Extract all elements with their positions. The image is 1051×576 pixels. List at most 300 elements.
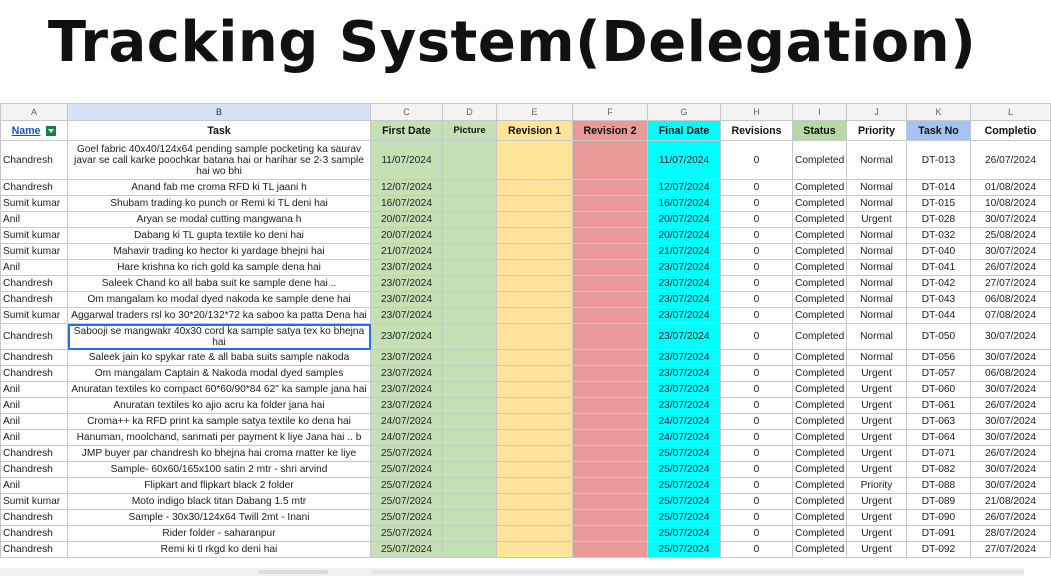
cell-name[interactable]: Anil [1, 260, 68, 276]
cell-picture[interactable] [443, 212, 497, 228]
cell-revision-1[interactable] [497, 260, 573, 276]
cell-name[interactable]: Chandresh [1, 350, 68, 366]
cell-revision-2[interactable] [573, 180, 648, 196]
cell-priority[interactable]: Normal [847, 324, 907, 350]
column-letter[interactable]: J [847, 104, 907, 121]
cell-completion[interactable]: 30/07/2024 [971, 430, 1051, 446]
cell-priority[interactable]: Priority [847, 478, 907, 494]
cell-status[interactable]: Completed [793, 510, 847, 526]
table-row[interactable] [1, 196, 1051, 212]
cell-first-date[interactable]: 24/07/2024 [371, 430, 443, 446]
cell-completion[interactable]: 30/07/2024 [971, 382, 1051, 398]
table-row[interactable] [1, 244, 1051, 260]
cell-task-no[interactable]: DT-028 [907, 212, 971, 228]
cell-revisions[interactable]: 0 [721, 398, 793, 414]
cell-completion[interactable]: 26/07/2024 [971, 141, 1051, 180]
cell-picture[interactable] [443, 324, 497, 350]
cell-revision-1[interactable] [497, 276, 573, 292]
cell-task[interactable]: Croma++ ka RFD print ka sample satya textile ko dena hai [68, 414, 371, 430]
cell-first-date[interactable]: 25/07/2024 [371, 446, 443, 462]
column-letter[interactable]: I [793, 104, 847, 121]
cell-name[interactable]: Chandresh [1, 526, 68, 542]
cell-picture[interactable] [443, 462, 497, 478]
cell-task-no[interactable]: DT-064 [907, 430, 971, 446]
cell-priority[interactable]: Normal [847, 196, 907, 212]
cell-priority[interactable]: Urgent [847, 494, 907, 510]
cell-final-date[interactable]: 11/07/2024 [648, 141, 721, 180]
cell-completion[interactable]: 30/07/2024 [971, 324, 1051, 350]
cell-revision-2[interactable] [573, 430, 648, 446]
cell-picture[interactable] [443, 430, 497, 446]
cell-task-no[interactable]: DT-063 [907, 414, 971, 430]
cell-revision-1[interactable] [497, 292, 573, 308]
cell-name[interactable]: Anil [1, 430, 68, 446]
cell-first-date[interactable]: 21/07/2024 [371, 244, 443, 260]
cell-priority[interactable]: Normal [847, 228, 907, 244]
cell-priority[interactable]: Urgent [847, 414, 907, 430]
cell-revisions[interactable]: 0 [721, 350, 793, 366]
cell-task-no[interactable]: DT-082 [907, 462, 971, 478]
table-row[interactable] [1, 446, 1051, 462]
table-row[interactable] [1, 414, 1051, 430]
cell-task[interactable]: Om mangalam ko modal dyed nakoda ke sample dene hai [68, 292, 371, 308]
cell-final-date[interactable]: 21/07/2024 [648, 244, 721, 260]
column-letter[interactable]: C [371, 104, 443, 121]
cell-priority[interactable]: Normal [847, 350, 907, 366]
cell-revision-2[interactable] [573, 308, 648, 324]
cell-name[interactable]: Chandresh [1, 510, 68, 526]
cell-task-no[interactable]: DT-088 [907, 478, 971, 494]
cell-revision-1[interactable] [497, 430, 573, 446]
cell-final-date[interactable]: 25/07/2024 [648, 494, 721, 510]
cell-status[interactable]: Completed [793, 212, 847, 228]
cell-picture[interactable] [443, 398, 497, 414]
cell-revision-2[interactable] [573, 260, 648, 276]
cell-priority[interactable]: Normal [847, 244, 907, 260]
cell-picture[interactable] [443, 542, 497, 558]
cell-revision-2[interactable] [573, 141, 648, 180]
cell-revision-2[interactable] [573, 244, 648, 260]
cell-revisions[interactable]: 0 [721, 244, 793, 260]
column-letter[interactable]: L [971, 104, 1051, 121]
header-completion[interactable]: Completio [971, 121, 1051, 141]
cell-revision-2[interactable] [573, 228, 648, 244]
cell-name[interactable]: Sumit kumar [1, 244, 68, 260]
cell-status[interactable]: Completed [793, 462, 847, 478]
cell-task-no[interactable]: DT-014 [907, 180, 971, 196]
cell-revision-2[interactable] [573, 494, 648, 510]
cell-revision-2[interactable] [573, 276, 648, 292]
cell-final-date[interactable]: 20/07/2024 [648, 228, 721, 244]
cell-name[interactable]: Chandresh [1, 292, 68, 308]
cell-revision-2[interactable] [573, 366, 648, 382]
cell-task[interactable]: JMP buyer par chandresh ko bhejna hai croma matter ke liye [68, 446, 371, 462]
table-row[interactable] [1, 276, 1051, 292]
cell-revision-1[interactable] [497, 212, 573, 228]
cell-first-date[interactable]: 23/07/2024 [371, 382, 443, 398]
cell-task[interactable]: Moto indigo black titan Dabang 1.5 mtr [68, 494, 371, 510]
cell-status[interactable]: Completed [793, 494, 847, 510]
cell-status[interactable]: Completed [793, 180, 847, 196]
cell-picture[interactable] [443, 228, 497, 244]
cell-revisions[interactable]: 0 [721, 430, 793, 446]
cell-task[interactable]: Sabooji se mangwakr 40x30 cord ka sample satya tex ko bhejna hai [68, 324, 371, 350]
cell-revision-2[interactable] [573, 510, 648, 526]
cell-task[interactable]: Anuratan textiles ko compact 60*60/90*84 62" ka sample jana hai [68, 382, 371, 398]
cell-task-no[interactable]: DT-057 [907, 366, 971, 382]
cell-status[interactable]: Completed [793, 292, 847, 308]
cell-picture[interactable] [443, 366, 497, 382]
cell-name[interactable]: Sumit kumar [1, 196, 68, 212]
cell-first-date[interactable]: 23/07/2024 [371, 276, 443, 292]
cell-name[interactable]: Anil [1, 398, 68, 414]
cell-revision-1[interactable] [497, 462, 573, 478]
cell-name[interactable]: Sumit kumar [1, 494, 68, 510]
cell-name[interactable]: Chandresh [1, 276, 68, 292]
cell-task-no[interactable]: DT-060 [907, 382, 971, 398]
cell-first-date[interactable]: 23/07/2024 [371, 398, 443, 414]
cell-revisions[interactable]: 0 [721, 308, 793, 324]
table-row[interactable] [1, 141, 1051, 180]
cell-completion[interactable]: 26/07/2024 [971, 510, 1051, 526]
cell-first-date[interactable]: 23/07/2024 [371, 260, 443, 276]
cell-first-date[interactable]: 23/07/2024 [371, 308, 443, 324]
table-row[interactable] [1, 350, 1051, 366]
cell-completion[interactable]: 10/08/2024 [971, 196, 1051, 212]
table-row[interactable] [1, 382, 1051, 398]
cell-status[interactable]: Completed [793, 446, 847, 462]
cell-task[interactable]: Aryan se modal cutting mangwana h [68, 212, 371, 228]
cell-completion[interactable]: 26/07/2024 [971, 398, 1051, 414]
scrollbar-thumb[interactable] [258, 570, 328, 574]
filter-icon[interactable] [46, 126, 56, 136]
header-revision-2[interactable]: Revision 2 [573, 121, 648, 141]
cell-task-no[interactable]: DT-071 [907, 446, 971, 462]
cell-picture[interactable] [443, 510, 497, 526]
cell-completion[interactable]: 06/08/2024 [971, 292, 1051, 308]
cell-completion[interactable]: 30/07/2024 [971, 414, 1051, 430]
cell-revision-1[interactable] [497, 494, 573, 510]
cell-name[interactable]: Chandresh [1, 141, 68, 180]
cell-picture[interactable] [443, 180, 497, 196]
cell-revisions[interactable]: 0 [721, 292, 793, 308]
cell-final-date[interactable]: 23/07/2024 [648, 276, 721, 292]
cell-task-no[interactable]: DT-044 [907, 308, 971, 324]
header-name[interactable] [1, 121, 68, 141]
horizontal-scrollbar[interactable] [0, 568, 1024, 576]
cell-revisions[interactable]: 0 [721, 141, 793, 180]
cell-task[interactable]: Flipkart and flipkart black 2 folder [68, 478, 371, 494]
cell-revision-2[interactable] [573, 292, 648, 308]
cell-revisions[interactable]: 0 [721, 510, 793, 526]
cell-task[interactable]: Dabang ki TL gupta textile ko deni hai [68, 228, 371, 244]
cell-first-date[interactable]: 23/07/2024 [371, 324, 443, 350]
cell-revisions[interactable]: 0 [721, 180, 793, 196]
cell-first-date[interactable]: 23/07/2024 [371, 350, 443, 366]
cell-name[interactable]: Anil [1, 414, 68, 430]
header-priority[interactable]: Priority [847, 121, 907, 141]
cell-status[interactable]: Completed [793, 350, 847, 366]
table-row[interactable] [1, 510, 1051, 526]
column-letter[interactable]: A [1, 104, 68, 121]
cell-final-date[interactable]: 23/07/2024 [648, 382, 721, 398]
cell-first-date[interactable]: 11/07/2024 [371, 141, 443, 180]
cell-status[interactable]: Completed [793, 414, 847, 430]
cell-completion[interactable]: 06/08/2024 [971, 366, 1051, 382]
cell-revisions[interactable]: 0 [721, 462, 793, 478]
cell-final-date[interactable]: 25/07/2024 [648, 446, 721, 462]
cell-revisions[interactable]: 0 [721, 276, 793, 292]
cell-task[interactable]: Hanuman, moolchand, sanmati per payment k liye Jana hai .. b [68, 430, 371, 446]
cell-task-no[interactable]: DT-015 [907, 196, 971, 212]
cell-status[interactable]: Completed [793, 526, 847, 542]
header-status[interactable]: Status [793, 121, 847, 141]
cell-picture[interactable] [443, 478, 497, 494]
cell-final-date[interactable]: 25/07/2024 [648, 542, 721, 558]
cell-revisions[interactable]: 0 [721, 260, 793, 276]
cell-revisions[interactable]: 0 [721, 212, 793, 228]
cell-revision-1[interactable] [497, 180, 573, 196]
table-row[interactable] [1, 478, 1051, 494]
cell-completion[interactable]: 30/07/2024 [971, 350, 1051, 366]
column-letter[interactable]: G [648, 104, 721, 121]
cell-revision-1[interactable] [497, 478, 573, 494]
column-letter[interactable]: B [68, 104, 371, 121]
cell-revision-1[interactable] [497, 350, 573, 366]
table-row[interactable] [1, 324, 1051, 350]
cell-picture[interactable] [443, 446, 497, 462]
cell-revisions[interactable]: 0 [721, 228, 793, 244]
cell-revision-2[interactable] [573, 462, 648, 478]
cell-revision-2[interactable] [573, 196, 648, 212]
cell-task[interactable]: Saleek Chand ko all baba suit ke sample dene hai .. [68, 276, 371, 292]
cell-task-no[interactable]: DT-089 [907, 494, 971, 510]
cell-revisions[interactable]: 0 [721, 542, 793, 558]
cell-revision-1[interactable] [497, 324, 573, 350]
cell-final-date[interactable]: 24/07/2024 [648, 414, 721, 430]
cell-final-date[interactable]: 23/07/2024 [648, 308, 721, 324]
cell-name[interactable]: Chandresh [1, 542, 68, 558]
cell-priority[interactable]: Urgent [847, 212, 907, 228]
cell-name[interactable]: Chandresh [1, 462, 68, 478]
cell-task-no[interactable]: DT-041 [907, 260, 971, 276]
cell-picture[interactable] [443, 350, 497, 366]
cell-revision-1[interactable] [497, 446, 573, 462]
cell-priority[interactable]: Normal [847, 308, 907, 324]
cell-status[interactable]: Completed [793, 382, 847, 398]
cell-revisions[interactable]: 0 [721, 366, 793, 382]
cell-task[interactable]: Mahavir trading ko hector ki yardage bhejni hai [68, 244, 371, 260]
cell-task[interactable]: Aggarwal traders rsl ko 30*20/132*72 ka saboo ka patta Dena hai [68, 308, 371, 324]
cell-picture[interactable] [443, 382, 497, 398]
cell-status[interactable]: Completed [793, 398, 847, 414]
cell-revision-2[interactable] [573, 212, 648, 228]
cell-final-date[interactable]: 12/07/2024 [648, 180, 721, 196]
cell-name[interactable]: Chandresh [1, 324, 68, 350]
cell-priority[interactable]: Urgent [847, 382, 907, 398]
cell-task-no[interactable]: DT-013 [907, 141, 971, 180]
header-name-label[interactable]: Name [11, 124, 41, 137]
cell-task-no[interactable]: DT-090 [907, 510, 971, 526]
cell-task-no[interactable]: DT-092 [907, 542, 971, 558]
cell-task[interactable]: Remi ki tl rkgd ko deni hai [68, 542, 371, 558]
cell-final-date[interactable]: 23/07/2024 [648, 366, 721, 382]
column-letter[interactable]: H [721, 104, 793, 121]
cell-first-date[interactable]: 16/07/2024 [371, 196, 443, 212]
column-letter[interactable]: E [497, 104, 573, 121]
spreadsheet-grid[interactable] [0, 103, 1037, 568]
cell-completion[interactable]: 30/07/2024 [971, 462, 1051, 478]
cell-first-date[interactable]: 25/07/2024 [371, 542, 443, 558]
cell-name[interactable]: Sumit kumar [1, 308, 68, 324]
table-row[interactable] [1, 462, 1051, 478]
cell-final-date[interactable]: 23/07/2024 [648, 324, 721, 350]
cell-completion[interactable]: 30/07/2024 [971, 244, 1051, 260]
cell-status[interactable]: Completed [793, 141, 847, 180]
cell-picture[interactable] [443, 276, 497, 292]
cell-final-date[interactable]: 23/07/2024 [648, 260, 721, 276]
cell-first-date[interactable]: 25/07/2024 [371, 510, 443, 526]
header-task[interactable]: Task [68, 121, 371, 141]
cell-name[interactable]: Chandresh [1, 180, 68, 196]
table-row[interactable] [1, 542, 1051, 558]
cell-revision-1[interactable] [497, 414, 573, 430]
cell-completion[interactable]: 28/07/2024 [971, 526, 1051, 542]
cell-priority[interactable]: Urgent [847, 510, 907, 526]
cell-revision-1[interactable] [497, 141, 573, 180]
cell-task[interactable]: Om mangalam Captain & Nakoda modal dyed samples [68, 366, 371, 382]
cell-first-date[interactable]: 25/07/2024 [371, 526, 443, 542]
cell-priority[interactable]: Urgent [847, 526, 907, 542]
cell-task-no[interactable]: DT-061 [907, 398, 971, 414]
cell-final-date[interactable]: 16/07/2024 [648, 196, 721, 212]
cell-revision-1[interactable] [497, 510, 573, 526]
cell-task[interactable]: Rider folder - saharanpur [68, 526, 371, 542]
cell-task-no[interactable]: DT-043 [907, 292, 971, 308]
cell-final-date[interactable]: 20/07/2024 [648, 212, 721, 228]
column-letter[interactable]: F [573, 104, 648, 121]
cell-revisions[interactable]: 0 [721, 446, 793, 462]
cell-picture[interactable] [443, 196, 497, 212]
header-picture[interactable]: Picture [443, 121, 497, 141]
cell-priority[interactable]: Normal [847, 180, 907, 196]
cell-status[interactable]: Completed [793, 430, 847, 446]
cell-task[interactable]: Goel fabric 40x40/124x64 pending sample pocketing ka saurav javar se call karke poochkar batana hai or harihar se 2-3 sample hai wo bhi [68, 141, 371, 180]
cell-picture[interactable] [443, 244, 497, 260]
cell-final-date[interactable]: 25/07/2024 [648, 526, 721, 542]
cell-task-no[interactable]: DT-032 [907, 228, 971, 244]
cell-completion[interactable]: 26/07/2024 [971, 446, 1051, 462]
cell-revision-1[interactable] [497, 542, 573, 558]
cell-revisions[interactable]: 0 [721, 196, 793, 212]
cell-revisions[interactable]: 0 [721, 478, 793, 494]
cell-completion[interactable]: 25/08/2024 [971, 228, 1051, 244]
cell-revision-2[interactable] [573, 324, 648, 350]
header-first-date[interactable]: First Date [371, 121, 443, 141]
cell-completion[interactable]: 26/07/2024 [971, 260, 1051, 276]
cell-priority[interactable]: Urgent [847, 462, 907, 478]
table-row[interactable] [1, 430, 1051, 446]
cell-final-date[interactable]: 23/07/2024 [648, 350, 721, 366]
cell-revision-1[interactable] [497, 308, 573, 324]
cell-task[interactable]: Anand fab me croma RFD ki TL jaani h [68, 180, 371, 196]
cell-task[interactable]: Saleek jain ko spykar rate & all baba suits sample nakoda [68, 350, 371, 366]
cell-name[interactable]: Chandresh [1, 446, 68, 462]
cell-revisions[interactable]: 0 [721, 414, 793, 430]
cell-task[interactable]: Shubam trading ko punch or Remi ki TL deni hai [68, 196, 371, 212]
cell-final-date[interactable]: 25/07/2024 [648, 462, 721, 478]
cell-revision-2[interactable] [573, 398, 648, 414]
cell-revision-2[interactable] [573, 526, 648, 542]
cell-picture[interactable] [443, 292, 497, 308]
cell-status[interactable]: Completed [793, 260, 847, 276]
cell-revision-1[interactable] [497, 382, 573, 398]
cell-status[interactable]: Completed [793, 308, 847, 324]
cell-revisions[interactable]: 0 [721, 494, 793, 510]
cell-revision-1[interactable] [497, 366, 573, 382]
cell-revisions[interactable]: 0 [721, 526, 793, 542]
column-letter[interactable]: D [443, 104, 497, 121]
cell-name[interactable]: Anil [1, 478, 68, 494]
cell-completion[interactable]: 30/07/2024 [971, 212, 1051, 228]
cell-picture[interactable] [443, 308, 497, 324]
cell-status[interactable]: Completed [793, 366, 847, 382]
cell-revisions[interactable]: 0 [721, 382, 793, 398]
cell-final-date[interactable]: 23/07/2024 [648, 292, 721, 308]
cell-priority[interactable]: Urgent [847, 398, 907, 414]
cell-status[interactable]: Completed [793, 244, 847, 260]
table-row[interactable] [1, 260, 1051, 276]
cell-status[interactable]: Completed [793, 324, 847, 350]
cell-first-date[interactable]: 20/07/2024 [371, 212, 443, 228]
cell-revision-1[interactable] [497, 526, 573, 542]
cell-priority[interactable]: Urgent [847, 430, 907, 446]
cell-final-date[interactable]: 24/07/2024 [648, 430, 721, 446]
cell-completion[interactable]: 27/07/2024 [971, 542, 1051, 558]
table-row[interactable] [1, 398, 1051, 414]
cell-name[interactable]: Chandresh [1, 366, 68, 382]
cell-revision-1[interactable] [497, 244, 573, 260]
cell-completion[interactable]: 21/08/2024 [971, 494, 1051, 510]
cell-final-date[interactable]: 25/07/2024 [648, 478, 721, 494]
cell-completion[interactable]: 07/08/2024 [971, 308, 1051, 324]
cell-priority[interactable]: Normal [847, 276, 907, 292]
cell-task[interactable]: Hare krishna ko rich gold ka sample dena hai [68, 260, 371, 276]
cell-revision-2[interactable] [573, 446, 648, 462]
cell-priority[interactable]: Normal [847, 260, 907, 276]
cell-task-no[interactable]: DT-056 [907, 350, 971, 366]
cell-name[interactable]: Sumit kumar [1, 228, 68, 244]
header-task-no[interactable]: Task No [907, 121, 971, 141]
cell-name[interactable]: Anil [1, 212, 68, 228]
cell-task[interactable]: Anuratan textiles ko ajio acru ka folder jana hai [68, 398, 371, 414]
cell-task-no[interactable]: DT-040 [907, 244, 971, 260]
cell-status[interactable]: Completed [793, 478, 847, 494]
cell-revision-1[interactable] [497, 228, 573, 244]
cell-completion[interactable]: 30/07/2024 [971, 478, 1051, 494]
cell-task[interactable]: Sample- 60x60/165x100 satin 2 mtr - shri arvind [68, 462, 371, 478]
cell-first-date[interactable]: 23/07/2024 [371, 366, 443, 382]
table-row[interactable] [1, 526, 1051, 542]
cell-priority[interactable]: Urgent [847, 542, 907, 558]
cell-revision-2[interactable] [573, 414, 648, 430]
cell-revisions[interactable]: 0 [721, 324, 793, 350]
cell-first-date[interactable]: 25/07/2024 [371, 478, 443, 494]
cell-status[interactable]: Completed [793, 276, 847, 292]
cell-picture[interactable] [443, 141, 497, 180]
cell-revision-2[interactable] [573, 382, 648, 398]
header-revisions[interactable]: Revisions [721, 121, 793, 141]
